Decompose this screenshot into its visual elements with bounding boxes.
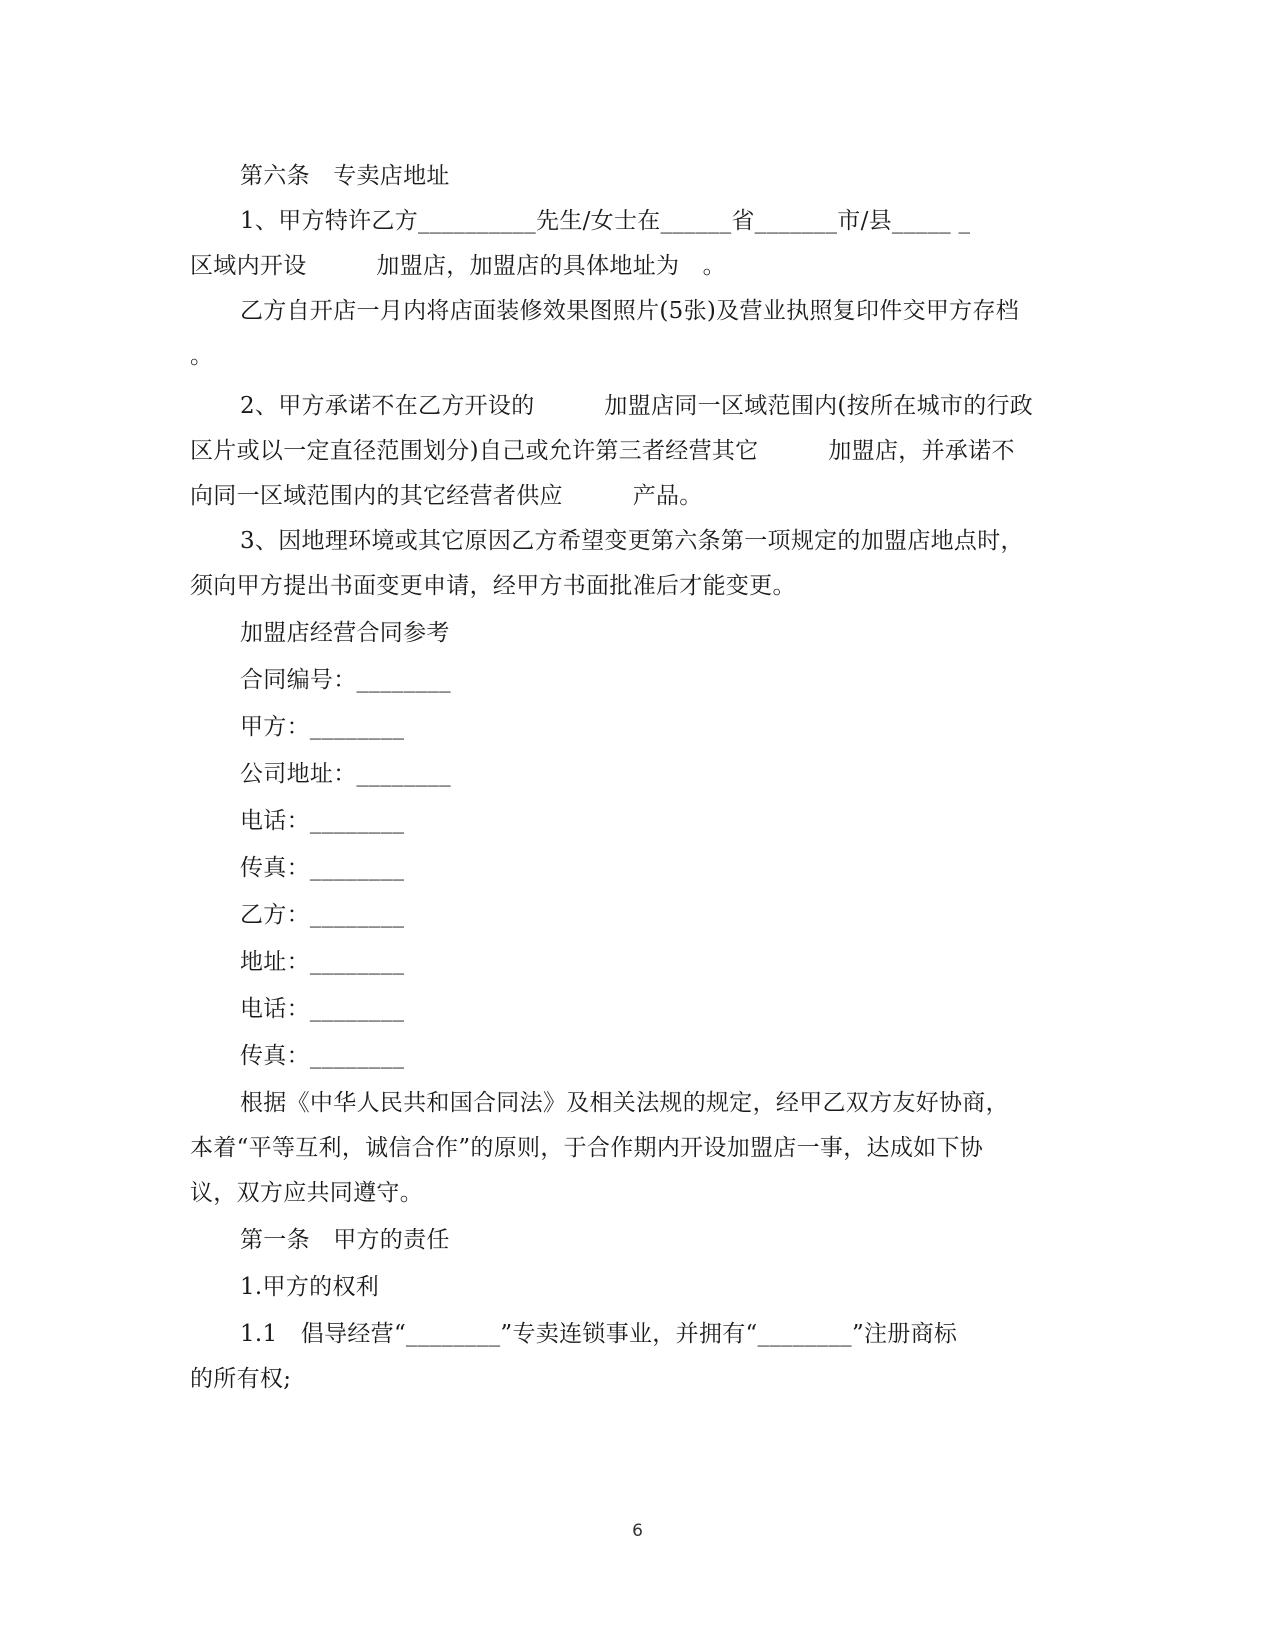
paragraph-line: 根据《中华人民共和国合同法》及相关法规的规定，经甲乙双方友好协商， (240, 1090, 1009, 1116)
paragraph-line: 乙方自开店一月内将店面装修效果图照片(5张)及营业执照复印件交甲方存档 (240, 298, 1020, 324)
paragraph-line: 区域内开设 加盟店，加盟店的具体地址为 。 (190, 253, 726, 279)
paragraph-line: 1、甲方特许乙方__________先生/女士在______省_______市/县_____ _ (240, 208, 971, 234)
paragraph-line: 须向甲方提出书面变更申请，经甲方书面批准后才能变更。 (190, 573, 796, 599)
page-number: 6 (632, 1521, 643, 1541)
phone-field: 电话：________ (240, 808, 405, 834)
section-heading: 1.甲方的权利 (240, 1274, 380, 1300)
paragraph-line: 区片或以一定直径范围划分)自己或允许第三者经营其它 加盟店，并承诺不 (190, 438, 1015, 464)
paragraph-line: 本着“平等互利，诚信合作”的原则，于合作期内开设加盟店一事，达成如下协 (190, 1135, 984, 1161)
paragraph-line: 。 (190, 343, 214, 369)
contract-title: 加盟店经营合同参考 (240, 620, 450, 646)
article-6-heading: 第六条 专卖店地址 (240, 163, 450, 189)
paragraph-line: 的所有权; (190, 1366, 292, 1392)
fax-field: 传真：________ (240, 855, 405, 881)
paragraph-line: 向同一区域范围内的其它经营者供应 产品。 (190, 483, 703, 509)
fax-field: 传真：________ (240, 1043, 405, 1069)
contract-number-field: 合同编号：________ (240, 667, 451, 693)
address-field: 地址：________ (240, 949, 405, 975)
paragraph-line: 2、甲方承诺不在乙方开设的 加盟店同一区域范围内(按所在城市的行政 (240, 393, 1034, 419)
party-b-field: 乙方：________ (240, 902, 405, 928)
paragraph-line: 1.1 倡导经营“________”专卖连锁事业，并拥有“________”注册商标 (240, 1321, 958, 1347)
paragraph-line: 3、因地理环境或其它原因乙方希望变更第六条第一项规定的加盟店地点时， (240, 528, 1024, 554)
article-1-heading: 第一条 甲方的责任 (240, 1227, 450, 1253)
company-address-field: 公司地址：________ (240, 761, 451, 787)
party-a-field: 甲方：________ (240, 714, 405, 740)
phone-field: 电话：________ (240, 996, 405, 1022)
paragraph-line: 议，双方应共同遵守。 (190, 1180, 423, 1206)
